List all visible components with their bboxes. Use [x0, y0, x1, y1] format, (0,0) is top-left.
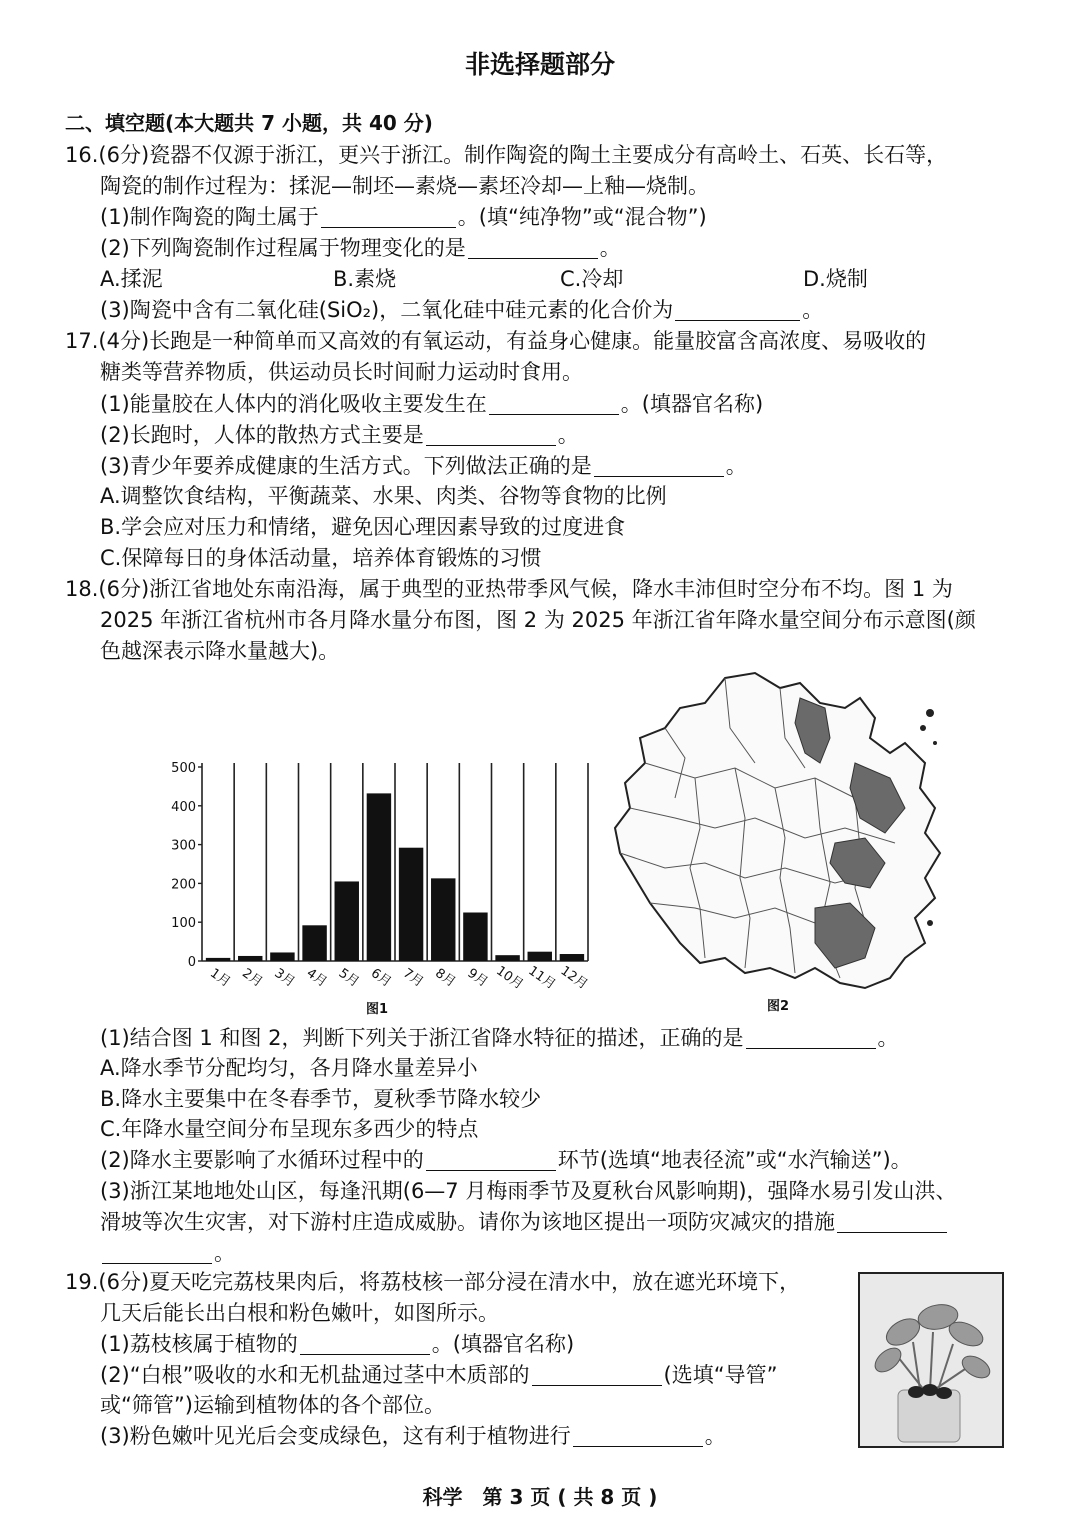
q16-part3-text: (3)陶瓷中含有二氧化硅(SiO₂)，二氧化硅中硅元素的化合价为 — [100, 298, 674, 322]
zhejiang-rainfall-map — [605, 668, 950, 1013]
q16-option-a: A.揉泥 — [100, 267, 163, 291]
water-cup — [898, 1390, 960, 1442]
chart-x-tick-label: 11月 — [525, 963, 559, 993]
q17-part1-hint: 。(填器官名称) — [620, 392, 764, 416]
q17-stem-line1: 17.(4分)长跑是一种简单而又高效的有氧运动，有益身心健康。能量胶富含高浓度、易吸收的 — [65, 329, 927, 353]
chart-y-tick-label: 200 — [171, 877, 196, 893]
q18-stem-line1: 18.(6分)浙江省地处东南沿海，属于典型的亚热带季风气候，降水丰沛但时空分布不均。图 1 为 — [65, 577, 953, 601]
q16-part2-blank[interactable] — [468, 236, 598, 259]
q17-part2-blank[interactable] — [426, 423, 556, 446]
q17-part3-blank[interactable] — [594, 454, 724, 477]
q18-part3-text: 滑坡等次生灾害，对下游村庄造成威胁。请你为该地区提出一项防灾减灾的措施 — [100, 1210, 835, 1234]
chart-x-tick-label: 6月 — [367, 965, 394, 991]
q19-part2-text: (2)“白根”吸收的水和无机盐通过茎中木质部的 — [100, 1363, 530, 1387]
chart-bar — [560, 954, 584, 961]
q18-part3-blank-b[interactable] — [102, 1241, 212, 1264]
q18-part3-blank-a[interactable] — [837, 1210, 947, 1233]
chart-x-tick-label: 7月 — [400, 965, 427, 991]
q18-part1-text: (1)结合图 1 和图 2，判断下列关于浙江省降水特征的描述，正确的是 — [100, 1026, 744, 1050]
q19-part3-blank[interactable] — [573, 1424, 703, 1447]
chart-bar — [335, 881, 359, 961]
chart-bar — [399, 848, 423, 961]
q16-option-c: C.冷却 — [560, 267, 624, 291]
q16-part3-blank[interactable] — [675, 298, 800, 321]
q17-part3-text: (3)青少年要养成健康的生活方式。下列做法正确的是 — [100, 454, 592, 478]
q19-part3 — [100, 1421, 726, 1451]
lychee-seed-photo — [858, 1272, 1004, 1448]
q19-part1-text: (1)荔枝核属于植物的 — [100, 1332, 298, 1356]
chart-x-tick-label: 9月 — [464, 965, 491, 991]
q18-part2-hint: 环节(选填“地表径流”或“水汽输送”)。 — [557, 1148, 912, 1172]
chart-x-tick-label: 10月 — [493, 963, 526, 993]
q19-part2-line2: 或“筛管”)运输到植物体的各个部位。 — [100, 1393, 445, 1417]
chart-x-tick-label: 3月 — [271, 965, 298, 991]
page-footer: 科学 第 3 页 ( 共 8 页 ) — [422, 1485, 658, 1509]
q17-part3-end: 。 — [725, 454, 747, 478]
q18-part2 — [100, 1145, 912, 1175]
chart-bar — [528, 952, 552, 961]
chart-bar — [495, 955, 519, 961]
q17-option-a: A.调整饮食结构，平衡蔬菜、水果、肉类、谷物等食物的比例 — [100, 484, 667, 508]
fig1-caption: 图1 — [366, 1002, 389, 1017]
q18-part3-end: 。 — [214, 1241, 235, 1265]
q17-part1-text: (1)能量胶在人体内的消化吸收主要发生在 — [100, 392, 487, 416]
q17-stem-line2: 糖类等营养物质，供运动员长时间耐力运动时食用。 — [100, 360, 583, 384]
q16-option-d: D.烧制 — [803, 267, 868, 291]
q18-part3-line3 — [100, 1238, 235, 1268]
q16-stem-line2: 陶瓷的制作过程为：揉泥—制坯—素烧—素坯冷却—上釉—烧制。 — [100, 174, 709, 198]
chart-bar — [270, 952, 294, 961]
q18-part3-line1: (3)浙江某地地处山区，每逢汛期(6—7 月梅雨季节及夏秋台风影响期)，强降水易引发山洪、 — [100, 1179, 957, 1203]
q17-option-b: B.学会应对压力和情绪，避免因心理因素导致的过度进食 — [100, 515, 626, 539]
page-title: 非选择题部分 — [464, 50, 615, 79]
chart-x-tick-label: 1月 — [207, 965, 234, 991]
chart-x-tick-label: 4月 — [303, 965, 330, 991]
q16-part2 — [100, 233, 621, 263]
q18-stem-line2: 2025 年浙江省杭州市各月降水量分布图，图 2 为 2025 年浙江省年降水量空间分布示意图(颜 — [100, 608, 976, 632]
q17-part2-end: 。 — [557, 423, 579, 447]
q17-part2-text: (2)长跑时，人体的散热方式主要是 — [100, 423, 424, 447]
q18-part1 — [100, 1023, 899, 1053]
q19-part1-blank[interactable] — [300, 1332, 430, 1355]
chart-bar — [431, 878, 455, 961]
q16-part3 — [100, 295, 823, 325]
q17-part2 — [100, 420, 579, 450]
q18-part1-blank[interactable] — [746, 1026, 876, 1049]
q17-part1 — [100, 389, 763, 419]
section-header: 二、填空题(本大题共 7 小题，共 40 分) — [65, 111, 433, 135]
q16-part1-hint: 。(填“纯净物”或“混合物”) — [457, 205, 707, 229]
chart-y-tick-label: 500 — [171, 761, 196, 776]
q18-part1-end: 。 — [877, 1026, 899, 1050]
chart-x-tick-label: 8月 — [432, 965, 459, 991]
province-outline — [615, 673, 940, 988]
chart-y-tick-label: 0 — [187, 955, 196, 970]
chart-x-tick-label: 2月 — [239, 965, 266, 991]
q19-stem-line1: 19.(6分)夏天吃完荔枝果肉后，将荔枝核一部分浸在清水中，放在遮光环境下， — [65, 1270, 801, 1294]
q18-part2-blank[interactable] — [426, 1148, 556, 1171]
q19-part2 — [100, 1360, 777, 1390]
q18-option-a: A.降水季节分配均匀，各月降水量差异小 — [100, 1056, 478, 1080]
q19-part2-blank[interactable] — [532, 1363, 662, 1386]
fig1-bar-chart — [160, 755, 600, 1020]
q17-part1-blank[interactable] — [489, 392, 619, 415]
q16-part3-end: 。 — [802, 298, 824, 322]
fig2-caption: 图2 — [767, 999, 790, 1014]
chart-bar — [367, 793, 391, 961]
chart-y-tick-label: 100 — [171, 916, 196, 932]
chart-x-tick-label: 12月 — [557, 963, 591, 993]
q19-part1 — [100, 1329, 574, 1359]
q18-option-b: B.降水主要集中在冬春季节，夏秋季节降水较少 — [100, 1087, 542, 1111]
chart-bar — [238, 956, 262, 961]
q16-part2-text: (2)下列陶瓷制作过程属于物理变化的是 — [100, 236, 466, 260]
q19-part2-hint: (选填“导管” — [663, 1363, 778, 1387]
q17-option-c: C.保障每日的身体活动量，培养体育锻炼的习惯 — [100, 546, 542, 570]
q17-part3 — [100, 451, 747, 481]
q16-part2-end: 。 — [599, 236, 621, 260]
q19-part3-text: (3)粉色嫩叶见光后会变成绿色，这有利于植物进行 — [100, 1424, 571, 1448]
chart-x-tick-label: 5月 — [335, 965, 362, 991]
q18-option-c: C.年降水量空间分布呈现东多西少的特点 — [100, 1117, 479, 1141]
chart-bar — [206, 958, 230, 961]
q18-part2-text: (2)降水主要影响了水循环过程中的 — [100, 1148, 424, 1172]
chart-bar — [463, 913, 487, 962]
q16-stem-line1: 16.(6分)瓷器不仅源于浙江，更兴于浙江。制作陶瓷的陶土主要成分有高岭土、石英、长石等， — [65, 143, 948, 167]
q18-stem-line3: 色越深表示降水量越大)。 — [100, 639, 340, 663]
q16-part1 — [100, 202, 707, 232]
q18-part3-line2 — [100, 1207, 949, 1237]
chart-bar — [302, 925, 326, 961]
q19-stem-line2: 几天后能长出白根和粉色嫩叶，如图所示。 — [100, 1301, 499, 1325]
q16-part1-text: (1)制作陶瓷的陶土属于 — [100, 205, 319, 229]
chart-y-tick-label: 300 — [171, 838, 196, 854]
q19-part3-end: 。 — [704, 1424, 726, 1448]
chart-y-tick-label: 400 — [171, 799, 196, 815]
q16-part1-blank[interactable] — [321, 205, 456, 228]
q16-option-b: B.素烧 — [333, 267, 397, 291]
q19-part1-hint: 。(填器官名称) — [431, 1332, 575, 1356]
